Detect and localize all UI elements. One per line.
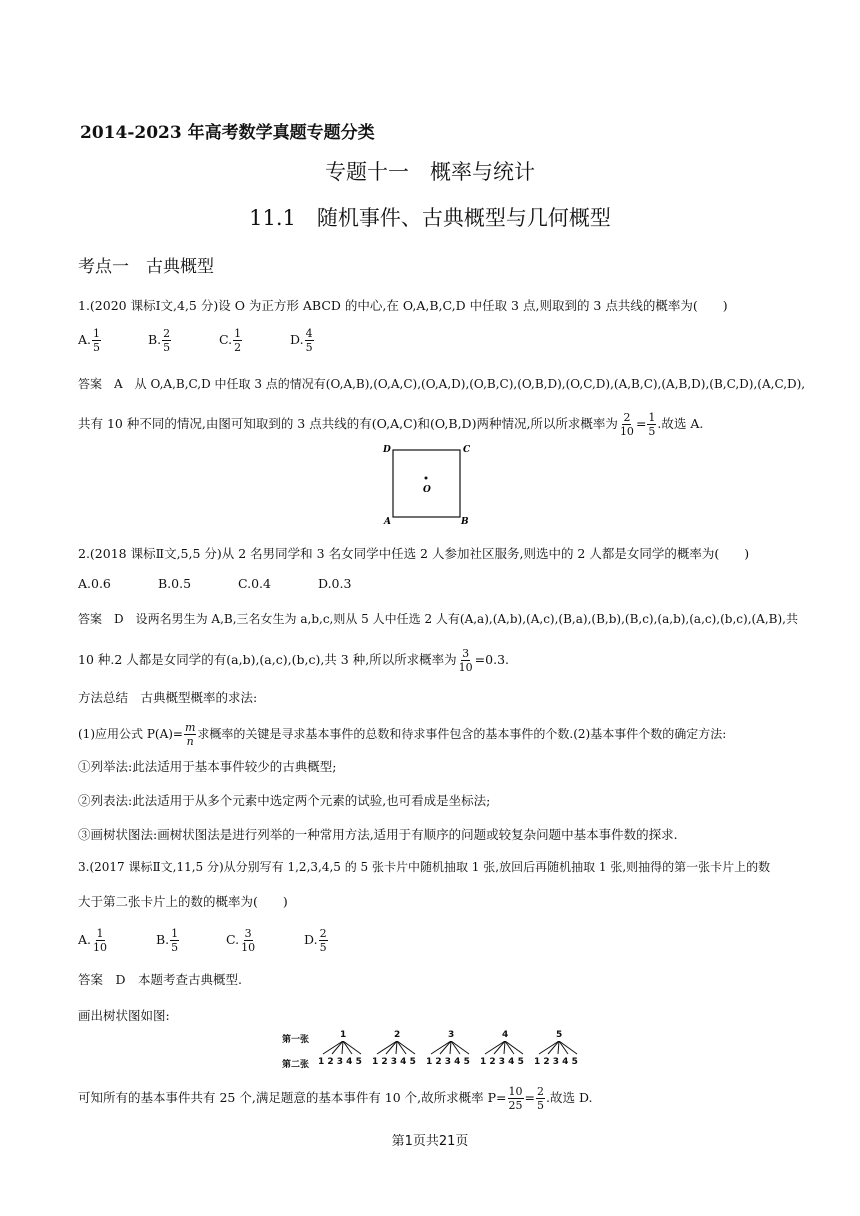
q3-stem-line2: 大于第二张卡片上的数的概率为( ) bbox=[78, 894, 288, 909]
tree-edges bbox=[426, 1041, 484, 1055]
q3-options bbox=[78, 928, 329, 953]
center-point-o bbox=[425, 477, 428, 480]
tree-leaves: 1 2 3 4 5 bbox=[318, 1057, 362, 1067]
q1-option-a: A. $\frac{1}{5}$ bbox=[78, 327, 101, 354]
q2-answer-line2: 10 种.2 人都是女同学的有(a,b),(a,c),(b,c),共 3 种,所以所求概率为 $\frac{3}{10}$ =0.3. bbox=[78, 647, 509, 674]
tree-edges bbox=[480, 1041, 538, 1055]
q1-option-d: D. $\frac{4}{5}$ bbox=[290, 327, 313, 354]
q3-tree-diagram bbox=[282, 1030, 592, 1072]
tree-branch-group bbox=[318, 1030, 376, 1072]
q1-answer-line1: 答案 A 从 O,A,B,C,D 中任取 3 点的情况有(O,A,B),(O,A,C),(O,A,D),(O,B,C),(O,B,D),(O,C,D),(A,B,C),(A,B,D),(B,C,D),(A,C,D), bbox=[78, 377, 806, 391]
tree-branch-group bbox=[426, 1030, 484, 1072]
label-a: A bbox=[384, 517, 391, 527]
label-o: O bbox=[423, 485, 431, 495]
method-item-3: ③画树状图法:画树状图法是进行列举的一种常用方法,适用于有顺序的问题或较复杂问题中基本事件数的探求. bbox=[78, 827, 678, 842]
square-abcd bbox=[393, 450, 460, 517]
method-item-1: ①列举法:此法适用于基本事件较少的古典概型; bbox=[78, 759, 337, 774]
q3-conclusion: 可知所有的基本事件共有 25 个,满足题意的基本事件有 10 个,故所求概率 P= $\frac{10}{25}$ = $\frac{2}{5}$ .故选 D. bbox=[78, 1085, 593, 1112]
tree-leaves: 1 2 3 4 5 bbox=[372, 1057, 416, 1067]
tree-node: 1 bbox=[340, 1030, 347, 1040]
q2-option-a: A.0.6 bbox=[78, 576, 111, 591]
q3-answer: 答案 D 本题考查古典概型. bbox=[78, 972, 242, 987]
q1-options bbox=[78, 328, 315, 353]
q1-square-figure bbox=[380, 440, 475, 530]
label-d: D bbox=[383, 445, 391, 455]
tree-node: 2 bbox=[394, 1030, 401, 1040]
q3-option-c: C. $\frac{3}{10}$ bbox=[226, 927, 256, 954]
page-number: 第1页共21页 bbox=[391, 1134, 469, 1149]
method-item-2: ②列表法:此法适用于从多个元素中选定两个元素的试验,也可看成是坐标法; bbox=[78, 793, 491, 808]
method-title: 方法总结 古典概型概率的求法: bbox=[78, 690, 258, 705]
q2-options bbox=[78, 576, 351, 591]
q2-option-b: B.0.5 bbox=[158, 576, 192, 591]
q2-answer-line1: 答案 D 设两名男生为 A,B,三名女生为 a,b,c,则从 5 人中任选 2 人有(A,a),(A,b),(A,c),(B,a),(B,b),(B,c),(a,b),(a,c),(b,c),(A,B),共 bbox=[78, 612, 798, 626]
tree-branch-group bbox=[372, 1030, 430, 1072]
tree-edges bbox=[372, 1041, 430, 1055]
q1-stem: 1.(2020 课标Ⅰ文,4,5 分)设 O 为正方形 ABCD 的中心,在 O,A,B,C,D 中任取 3 点,则取到的 3 点共线的概率为( ) bbox=[78, 298, 728, 313]
tree-edges bbox=[318, 1041, 376, 1055]
tree-branch-group bbox=[534, 1030, 592, 1072]
q2-option-c: C.0.4 bbox=[238, 576, 271, 591]
tree-leaves: 1 2 3 4 5 bbox=[534, 1057, 578, 1067]
label-c: C bbox=[463, 445, 471, 455]
tree-row1-label: 第一张 bbox=[282, 1035, 310, 1045]
kaodian-title: 考点一 古典概型 bbox=[78, 257, 214, 277]
q1-option-c: C. $\frac{1}{2}$ bbox=[219, 327, 242, 354]
tree-leaves: 1 2 3 4 5 bbox=[426, 1057, 470, 1067]
q3-tree-intro: 画出树状图如图: bbox=[78, 1008, 170, 1023]
q3-option-d: D. $\frac{2}{5}$ bbox=[304, 927, 327, 954]
tree-leaves: 1 2 3 4 5 bbox=[480, 1057, 524, 1067]
tree-edges bbox=[534, 1041, 592, 1055]
q3-stem-line1: 3.(2017 课标Ⅱ文,11,5 分)从分别写有 1,2,3,4,5 的 5 张卡片中随机抽取 1 张,放回后再随机抽取 1 张,则抽得的第一张卡片上的数 bbox=[78, 860, 771, 874]
tree-branch-group bbox=[480, 1030, 538, 1072]
section-title: 11.1 随机事件、古典概型与几何概型 bbox=[249, 206, 611, 230]
q1-answer-line2: 共有 10 种不同的情况,由图可知取到的 3 点共线的有(O,A,C)和(O,B,D)两种情况,所以所求概率为 $\frac{2}{10}$ = $\frac{1}{5}$ .故选 A. bbox=[78, 411, 704, 438]
tree-node: 4 bbox=[502, 1030, 509, 1040]
method-line1: (1)应用公式 P(A)= $\frac{m}{n}$ 求概率的关键是寻求基本事件的总数和待求事件包含的基本事件的个数.(2)基本事件个数的确定方法: bbox=[78, 721, 727, 748]
q2-stem: 2.(2018 课标Ⅱ文,5,5 分)从 2 名男同学和 3 名女同学中任选 2 人参加社区服务,则选中的 2 人都是女同学的概率为( ) bbox=[78, 546, 750, 561]
q3-option-a: A. $\frac{1}{10}$ bbox=[78, 927, 108, 954]
q2-option-d: D.0.3 bbox=[318, 576, 352, 591]
tree-row2-label: 第二张 bbox=[282, 1060, 310, 1070]
series-title: 2014-2023 年高考数学真题专题分类 bbox=[80, 123, 375, 143]
label-b: B bbox=[461, 517, 469, 527]
q3-option-b: B. $\frac{1}{5}$ bbox=[156, 927, 179, 954]
tree-node: 5 bbox=[556, 1030, 563, 1040]
tree-node: 3 bbox=[448, 1030, 455, 1040]
topic-title: 专题十一 概率与统计 bbox=[325, 160, 535, 184]
q1-option-b: B. $\frac{2}{5}$ bbox=[148, 327, 171, 354]
